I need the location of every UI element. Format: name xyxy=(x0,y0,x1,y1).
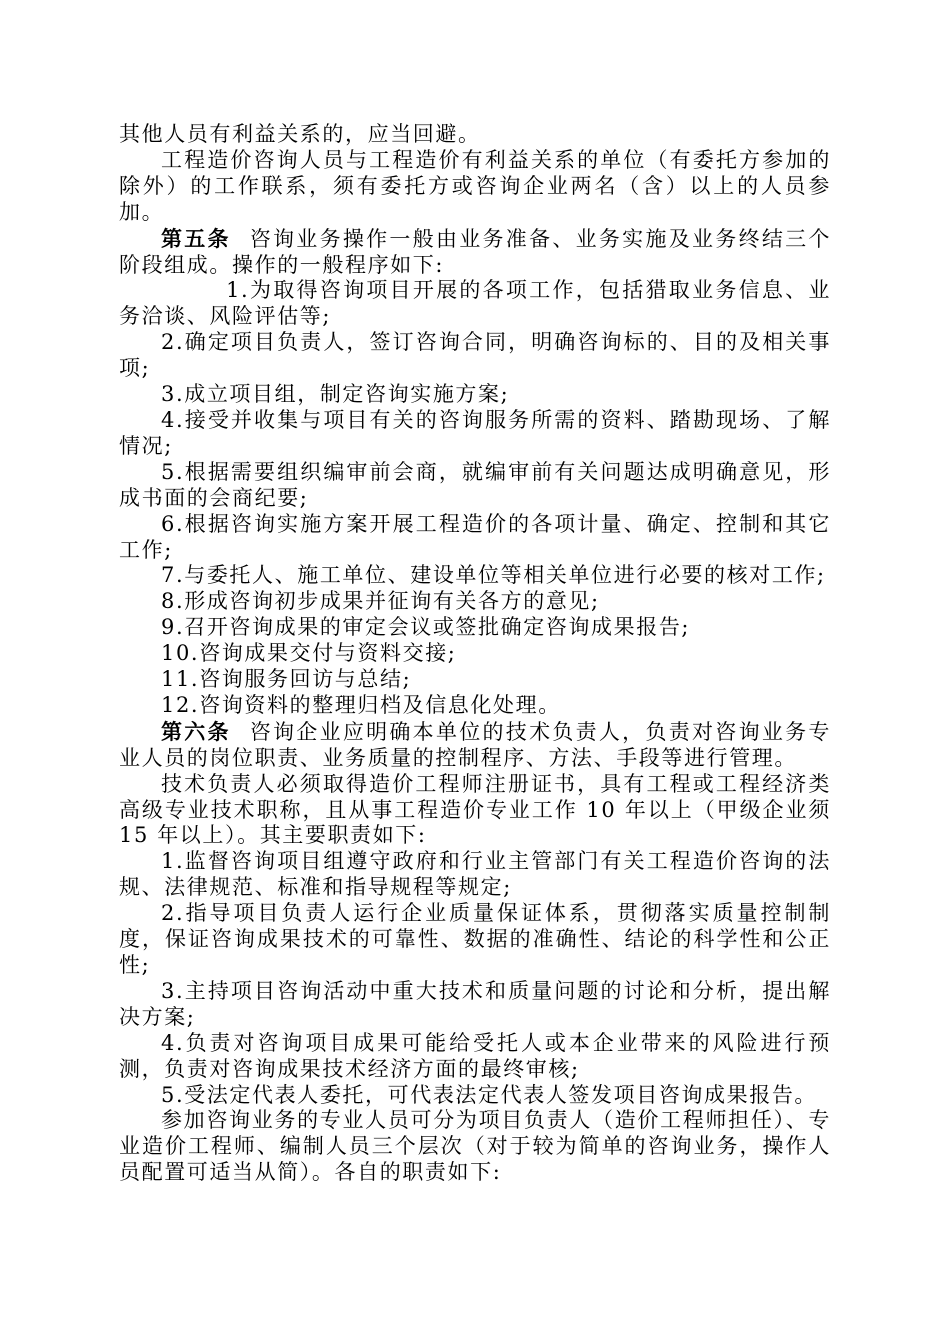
list-item xyxy=(119,641,831,667)
article-5 xyxy=(119,226,831,279)
list-item xyxy=(119,563,831,589)
document-page xyxy=(119,122,831,1186)
paragraph-text: 1.为取得咨询项目开展的各项工作，包括猎取业务信息、业务洽谈、风险评估等; xyxy=(119,278,831,329)
paragraph-text: 2.指导项目负责人运行企业质量保证体系，贯彻落实质量控制制度，保证咨询成果技术的可靠性、数据的准确性、结论的科学性和公正性; xyxy=(119,901,831,977)
paragraph-text: 3.成立项目组，制定咨询实施方案; xyxy=(161,382,510,407)
list-item xyxy=(119,1031,831,1083)
list-item xyxy=(119,693,831,719)
paragraph-text: 咨询企业应明确本单位的技术负责人，负责对咨询业务专业人员的岗位职责、业务质量的控制程序、方法、手段等进行管理。 xyxy=(119,719,831,770)
list-item xyxy=(119,849,831,901)
paragraph-text: 3.主持项目咨询活动中重大技术和质量问题的讨论和分析，提出解决方案; xyxy=(119,978,831,1029)
paragraph-text: 1.监督咨询项目组遵守政府和行业主管部门有关工程造价咨询的法规、法律规范、标准和指导规程等规定; xyxy=(119,849,831,900)
list-item xyxy=(119,615,831,641)
list-item xyxy=(119,278,831,330)
list-item xyxy=(119,460,831,512)
paragraph-text: 5.受法定代表人委托，可代表法定代表人签发项目咨询成果报告。 xyxy=(161,1082,818,1107)
paragraph xyxy=(119,1108,831,1186)
paragraph-text: 7.与委托人、施工单位、建设单位等相关单位进行必要的核对工作; xyxy=(161,563,826,588)
paragraph-text: 9.召开咨询成果的审定会议或签批确定咨询成果报告; xyxy=(161,615,691,640)
paragraph-text: 6.根据咨询实施方案开展工程造价的各项计量、确定、控制和其它工作; xyxy=(119,511,831,562)
paragraph-text: 2.确定项目负责人，签订咨询合同，明确咨询标的、目的及相关事项; xyxy=(119,330,831,381)
paragraph-text: 工程造价咨询人员与工程造价有利益关系的单位（有委托方参加的除外）的工作联系，须有委托方或咨询企业两名（含）以上的人员参加。 xyxy=(119,147,831,224)
paragraph-text: 5.根据需要组织编审前会商，就编审前有关问题达成明确意见，形成书面的会商纪要; xyxy=(119,459,831,510)
paragraph-text: 4.接受并收集与项目有关的咨询服务所需的资料、踏勘现场、了解情况; xyxy=(119,407,831,458)
paragraph-text: 10.咨询成果交付与资料交接; xyxy=(161,641,457,666)
paragraph-text: 4.负责对咨询项目成果可能给受托人或本企业带来的风险进行预测，负责对咨询成果技术经济方面的最终审核; xyxy=(119,1030,831,1081)
list-item xyxy=(119,330,831,382)
paragraph xyxy=(119,772,831,850)
list-item xyxy=(119,589,831,615)
list-item xyxy=(119,901,831,979)
list-item xyxy=(119,1083,831,1109)
list-item xyxy=(119,382,831,408)
list-item xyxy=(119,979,831,1031)
article-heading: 第五条 xyxy=(161,225,231,251)
paragraph-text: 8.形成咨询初步成果并征询有关各方的意见; xyxy=(161,589,600,614)
paragraph-text: 技术负责人必须取得造价工程师注册证书，具有工程或工程经济类高级专业技术职称，且从事工程造价专业工作 10 年以上（甲级企业须 15 年以上）。其主要职责如下: xyxy=(119,771,831,848)
paragraph-text: 咨询业务操作一般由业务准备、业务实施及业务终结三个阶段组成。操作的一般程序如下: xyxy=(119,226,831,277)
article-6 xyxy=(119,719,831,772)
list-item xyxy=(119,408,831,460)
paragraph xyxy=(119,122,831,148)
paragraph-text: 参加咨询业务的专业人员可分为项目负责人（造价工程师担任）、专业造价工程师、编制人员三个层次（对于较为简单的咨询业务，操作人员配置可适当从简）。各自的职责如下: xyxy=(119,1108,831,1185)
paragraph-text: 11.咨询服务回访与总结; xyxy=(161,667,412,692)
list-item xyxy=(119,667,831,693)
paragraph-text: 其他人员有利益关系的，应当回避。 xyxy=(119,122,481,146)
list-item xyxy=(119,512,831,564)
paragraph-text: 12.咨询资料的整理归档及信息化处理。 xyxy=(161,692,561,717)
paragraph xyxy=(119,148,831,226)
article-heading: 第六条 xyxy=(161,718,231,744)
